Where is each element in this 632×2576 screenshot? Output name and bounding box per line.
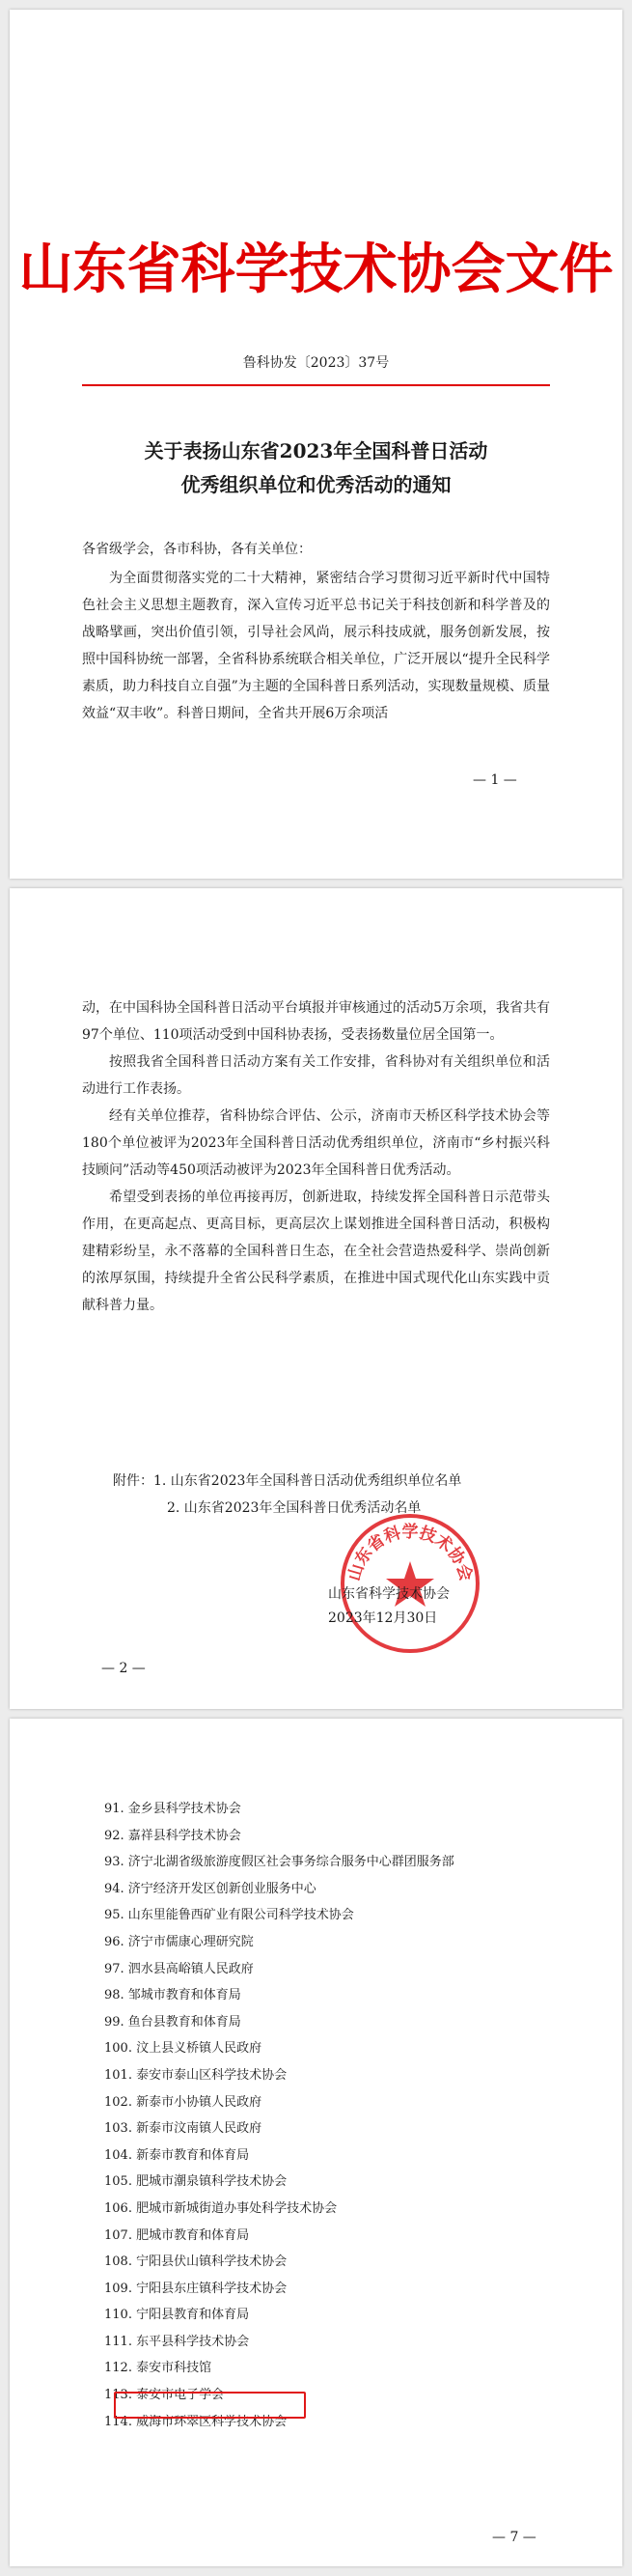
body-paragraph: 经有关单位推荐，省科协综合评估、公示，济南市天桥区科学技术协会等180个单位被评为2023年全国科普日活动优秀组织单位，济南市“乡村振兴科技顾问”活动等450项活动被评为2023年全国科普日优秀活动。 — [82, 1108, 550, 1178]
list-item: 104. 新泰市教育和体育局 — [104, 2147, 250, 2163]
list-item: 92. 嘉祥县科学技术协会 — [104, 1828, 241, 1843]
list-item: 96. 济宁市儒康心理研究院 — [104, 1934, 254, 1949]
notice-title-line-2: 优秀组织单位和优秀活动的通知 — [180, 473, 452, 496]
page-number: — 7 — — [492, 2530, 536, 2545]
body-text — [82, 994, 550, 1319]
list-item-highlighted: 112. 泰安市科技馆 — [104, 2361, 212, 2376]
list-item: 97. 泗水县高峪镇人民政府 — [104, 1961, 254, 1976]
list-item: 102. 新泰市小协镇人民政府 — [104, 2094, 262, 2110]
list-item: 101. 泰安市泰山区科学技术协会 — [104, 2067, 288, 2083]
list-item: 114. 威海市环翠区科学技术协会 — [104, 2414, 288, 2429]
list-item: 103. 新泰市汶南镇人民政府 — [104, 2121, 262, 2137]
red-header-title: 山东省科学技术协会文件 — [18, 238, 614, 301]
list-item: 109. 宁阳县东庄镇科学技术协会 — [104, 2281, 288, 2296]
list-item: 106. 肥城市新城街道办事处科学技术协会 — [104, 2200, 338, 2216]
list-item: 91. 金乡县科学技术协会 — [104, 1802, 241, 1816]
body-paragraph: 按照我省全国科普日活动方案有关工作安排，省科协对有关组织单位和活动进行工作表扬。 — [82, 1054, 550, 1097]
list-item: 100. 汶上县义桥镇人民政府 — [104, 2041, 262, 2057]
page-number: — 2 — — [101, 1661, 146, 1676]
list-item: 105. 肥城市潮泉镇科学技术协会 — [104, 2174, 288, 2190]
document-number: 鲁科协发〔2023〕37号 — [242, 355, 390, 371]
red-divider-line — [82, 384, 550, 386]
list-item: 111. 东平县科学技术协会 — [104, 2334, 250, 2349]
body-paragraph: 为全面贯彻落实党的二十大精神，紧密结合学习贯彻习近平新时代中国特色社会主义思想主题教育，深入宣传习近平总书记关于科技创新和科学普及的战略擘画，突出价值引领，引导社会风尚，展示科技成就，服务创新发展，按照中国科协统一部署，全省科协系统联合相关单位，广泛开展以“提升全民科学素质，助力科技自立自强”为主题的全国科普日系列活动，实现数量规模、质量效益“双丰收”。科普日期间，全省共开展6万余项活 — [82, 571, 550, 721]
attachment-item: 2. 山东省2023年全国科普日优秀活动名单 — [167, 1500, 422, 1516]
list-item: 107. 肥城市教育和体育局 — [104, 2227, 250, 2243]
list-item: 99. 鱼台县教育和体育局 — [104, 2014, 241, 2030]
list-item: 108. 宁阳县伏山镇科学技术协会 — [104, 2254, 288, 2270]
body-paragraph: 希望受到表扬的单位再接再厉，创新进取，持续发挥全国科普日示范带头作用，在更高起点、更高目标，更高层次上谋划推进全国科普日活动，积极构建精彩纷呈，永不落幕的全国科普日生态，在全社会营造热爱科学、崇尚创新的浓厚氛围，持续提升全省公民科学素质，在推进中国式现代化山东实践中贡献科普力量。 — [82, 1190, 550, 1313]
list-item: 113. 泰安市电子学会 — [104, 2388, 225, 2403]
list-item: 94. 济宁经济开发区创新创业服务中心 — [104, 1881, 316, 1896]
list-item: 93. 济宁北湖省级旅游度假区社会事务综合服务中心群团服务部 — [104, 1855, 454, 1870]
document-page-2 — [10, 888, 622, 1709]
list-item: 98. 邹城市教育和体育局 — [104, 1988, 241, 2003]
salutation: 各省级学会，各市科协，各有关单位： — [82, 542, 312, 557]
document-page-7 — [10, 1719, 622, 2566]
body-text — [82, 565, 550, 727]
document-page-1 — [10, 10, 622, 879]
attachment-item: 附件：1. 山东省2023年全国科普日活动优秀组织单位名单 — [113, 1473, 462, 1489]
unit-list — [104, 1796, 454, 2435]
signature-date: 2023年12月30日 — [328, 1610, 438, 1626]
list-item: 95. 山东里能鲁西矿业有限公司科学技术协会 — [104, 1908, 354, 1923]
list-item: 110. 宁阳县教育和体育局 — [104, 2308, 250, 2323]
body-paragraph: 动，在中国科协全国科普日活动平台填报并审核通过的活动5万余项，我省共有97个单位、110项活动受到中国科协表扬，受表扬数量位居全国第一。 — [82, 1000, 550, 1043]
notice-title — [48, 434, 584, 502]
page-number: — 1 — — [473, 772, 517, 788]
signature-organization: 山东省科学技术协会 — [328, 1586, 450, 1602]
svg-text:山东省科学技术协会: 山东省科学技术协会 — [344, 1523, 476, 1583]
notice-title-line-1: 关于表扬山东省2023年全国科普日活动 — [144, 439, 488, 462]
highlight-box — [114, 2392, 306, 2419]
